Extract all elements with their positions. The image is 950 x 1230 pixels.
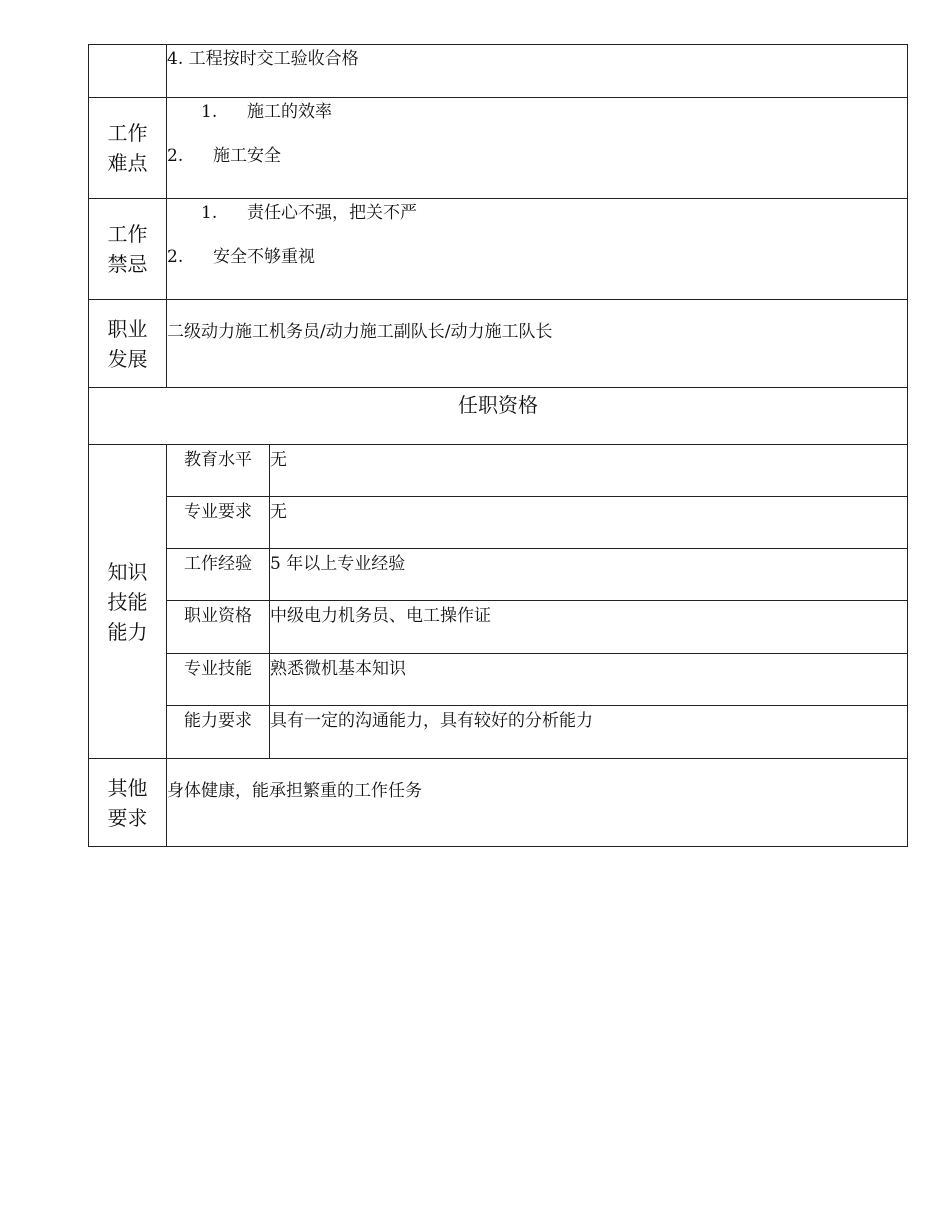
row-knowledge-1	[89, 497, 908, 549]
label-career: 职业 发展	[89, 300, 167, 388]
row-knowledge-2	[89, 549, 908, 601]
knowledge-value: 中级电力机务员、电工操作证	[270, 601, 908, 654]
knowledge-label: 教育水平	[167, 445, 270, 497]
row-knowledge-5	[89, 706, 908, 759]
other-text: 身体健康，能承担繁重的工作任务	[167, 781, 422, 801]
row-career	[89, 300, 908, 388]
label-other: 其他 要求	[89, 759, 167, 847]
taboo-item-1: 1. 责任心不强，把关不严	[201, 203, 417, 223]
row-knowledge-0	[89, 445, 908, 497]
taboo-item-2: 2. 安全不够重视	[167, 247, 315, 268]
knowledge-label: 工作经验	[167, 549, 270, 601]
career-text: 二级动力施工机务员/动力施工副队长/动力施工队长	[167, 322, 553, 342]
career-content	[167, 300, 908, 388]
label-empty	[89, 45, 167, 98]
knowledge-value: 具有一定的沟通能力，具有较好的分析能力	[270, 706, 908, 759]
row-taboo	[89, 199, 908, 300]
row-knowledge-3	[89, 601, 908, 654]
knowledge-value: 熟悉微机基本知识	[270, 654, 908, 706]
continuation-content	[167, 45, 908, 98]
knowledge-value: 无	[270, 445, 908, 497]
row-qualification-header	[89, 388, 908, 445]
knowledge-label: 职业资格	[167, 601, 270, 654]
row-difficulty	[89, 98, 908, 199]
knowledge-label: 专业技能	[167, 654, 270, 706]
row-knowledge-4	[89, 654, 908, 706]
label-taboo: 工作 禁忌	[89, 199, 167, 300]
row-continuation	[89, 45, 908, 98]
other-content	[167, 759, 908, 847]
label-knowledge: 知识 技能 能力	[89, 445, 167, 759]
knowledge-label: 专业要求	[167, 497, 270, 549]
qualification-header: 任职资格	[89, 388, 908, 445]
difficulty-content	[167, 98, 908, 199]
difficulty-item-2: 2. 施工安全	[167, 146, 281, 167]
job-description-table	[88, 44, 908, 847]
taboo-content	[167, 199, 908, 300]
knowledge-label: 能力要求	[167, 706, 270, 759]
label-difficulty: 工作 难点	[89, 98, 167, 199]
row-other	[89, 759, 908, 847]
item-4: 4. 工程按时交工验收合格	[167, 49, 359, 69]
knowledge-value: 无	[270, 497, 908, 549]
knowledge-value: 5 年以上专业经验	[270, 549, 908, 601]
difficulty-item-1: 1. 施工的效率	[201, 102, 332, 122]
